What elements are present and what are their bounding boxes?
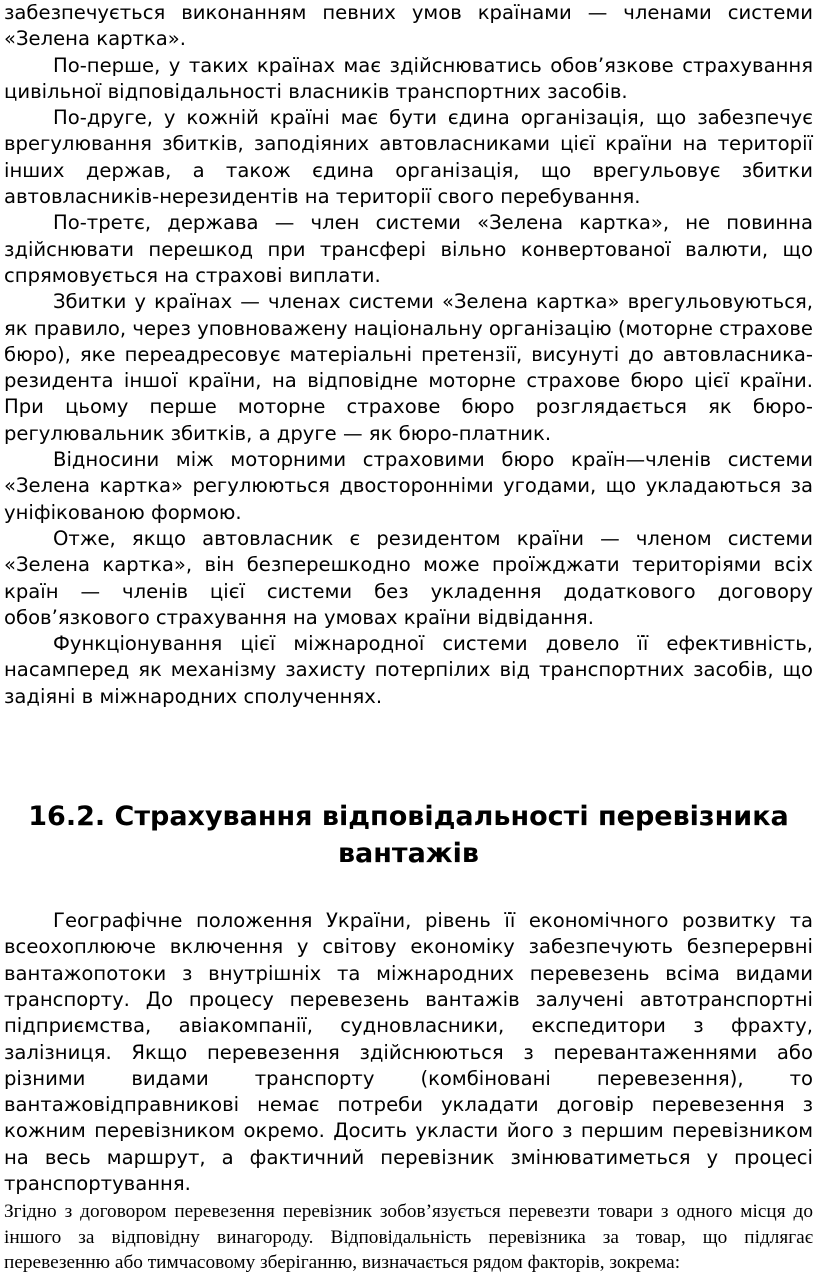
paragraph-carrier-contract: Згідно з договором перевезення перевізник зобов’язується перевезти товари з одного місця до іншого за відповідну винагороду. Відповідальність перевізника за товар, що підлягає перевезенню або тимчасовому зберіганню, визначається рядом факторів, зокрема: — [4, 1201, 813, 1274]
paragraph-second-condition: По-друге, у кожній країні має бути єдина організація, що забезпечує врегулювання збитків, заподіяних автовласниками цієї країни на території інших держав, а також єдина організація, що врегульовує збитки автовласників-нерезидентів на території свого перебування. — [4, 106, 813, 209]
section-heading — [4, 798, 813, 872]
section-heading-line2: вантажів — [337, 838, 480, 870]
paragraph-resident-travel: Отже, якщо автовласник є резидентом країни — членом системи «Зелена картка», він безперешкодно може проїжджати територіями всіх країн — членів цієї системи без укладення додаткового договору обов’язкового страхування на умовах країни відвідання. — [4, 526, 813, 629]
paragraph-bureau-relations: Відносини між моторними страховими бюро країн—членів системи «Зелена картка» регулюються двосторонніми угодами, що укладаються за уніфікованою формою. — [4, 448, 813, 524]
paragraph-continuation: забезпечується виконанням певних умов країнами — членами системи «Зелена картка». — [4, 1, 813, 51]
paragraph-losses-settlement: Збитки у країнах — членах системи «Зелена картка» врегульовуються, як правило, через уповноважену національну організацію (моторне страхове бюро), яке переадресовує матеріальні претензії, висунуті до автовласника-резидента іншої країни, на відповідне моторне страхове бюро цієї країни. При цьому перше моторне страхове бюро розглядається як бюро-регулювальник збитків, а друге — як бюро-платник. — [4, 290, 813, 445]
paragraph-system-effectiveness: Функціонування цієї міжнародної системи довело її ефективність, насамперед як механізму захисту потерпілих від транспортних засобів, що задіяні в міжнародних сполученнях. — [4, 632, 813, 708]
paragraph-first-condition: По-перше, у таких країнах має здійснюватись обов’язкове страхування цивільної відповідальності власників транспортних засобів. — [4, 53, 813, 103]
section-heading-line1: 16.2. Страхування відповідальності перевізника — [28, 801, 789, 833]
paragraph-cargo-flows: Географічне положення України, рівень її економічного розвитку та всеохоплююче включення у світову економіку забезпечують безперервні вантажопотоки з внутрішніх та міжнародних перевезень всіма видами транспорту. До процесу перевезень вантажів залучені автотранспортні підприємства, авіакомпанії, судновласники, експедитори з фрахту, залізниця. Якщо перевезення здійснюються з перевантаженнями або різними видами транспорту (комбіновані перевезення), то вантажовідправникові немає потреби укладати договір перевезення з кожним перевізником окремо. Досить укласти його з першим перевізником на весь маршрут, а фактичний перевізник змінюватиметься у процесі транспортування. — [4, 909, 813, 1195]
paragraph-third-condition: По-третє, держава — член системи «Зелена картка», не повинна здійснювати перешкод при трансфері вільно конвертованої валюти, що спрямовується на страхові виплати. — [4, 211, 813, 287]
